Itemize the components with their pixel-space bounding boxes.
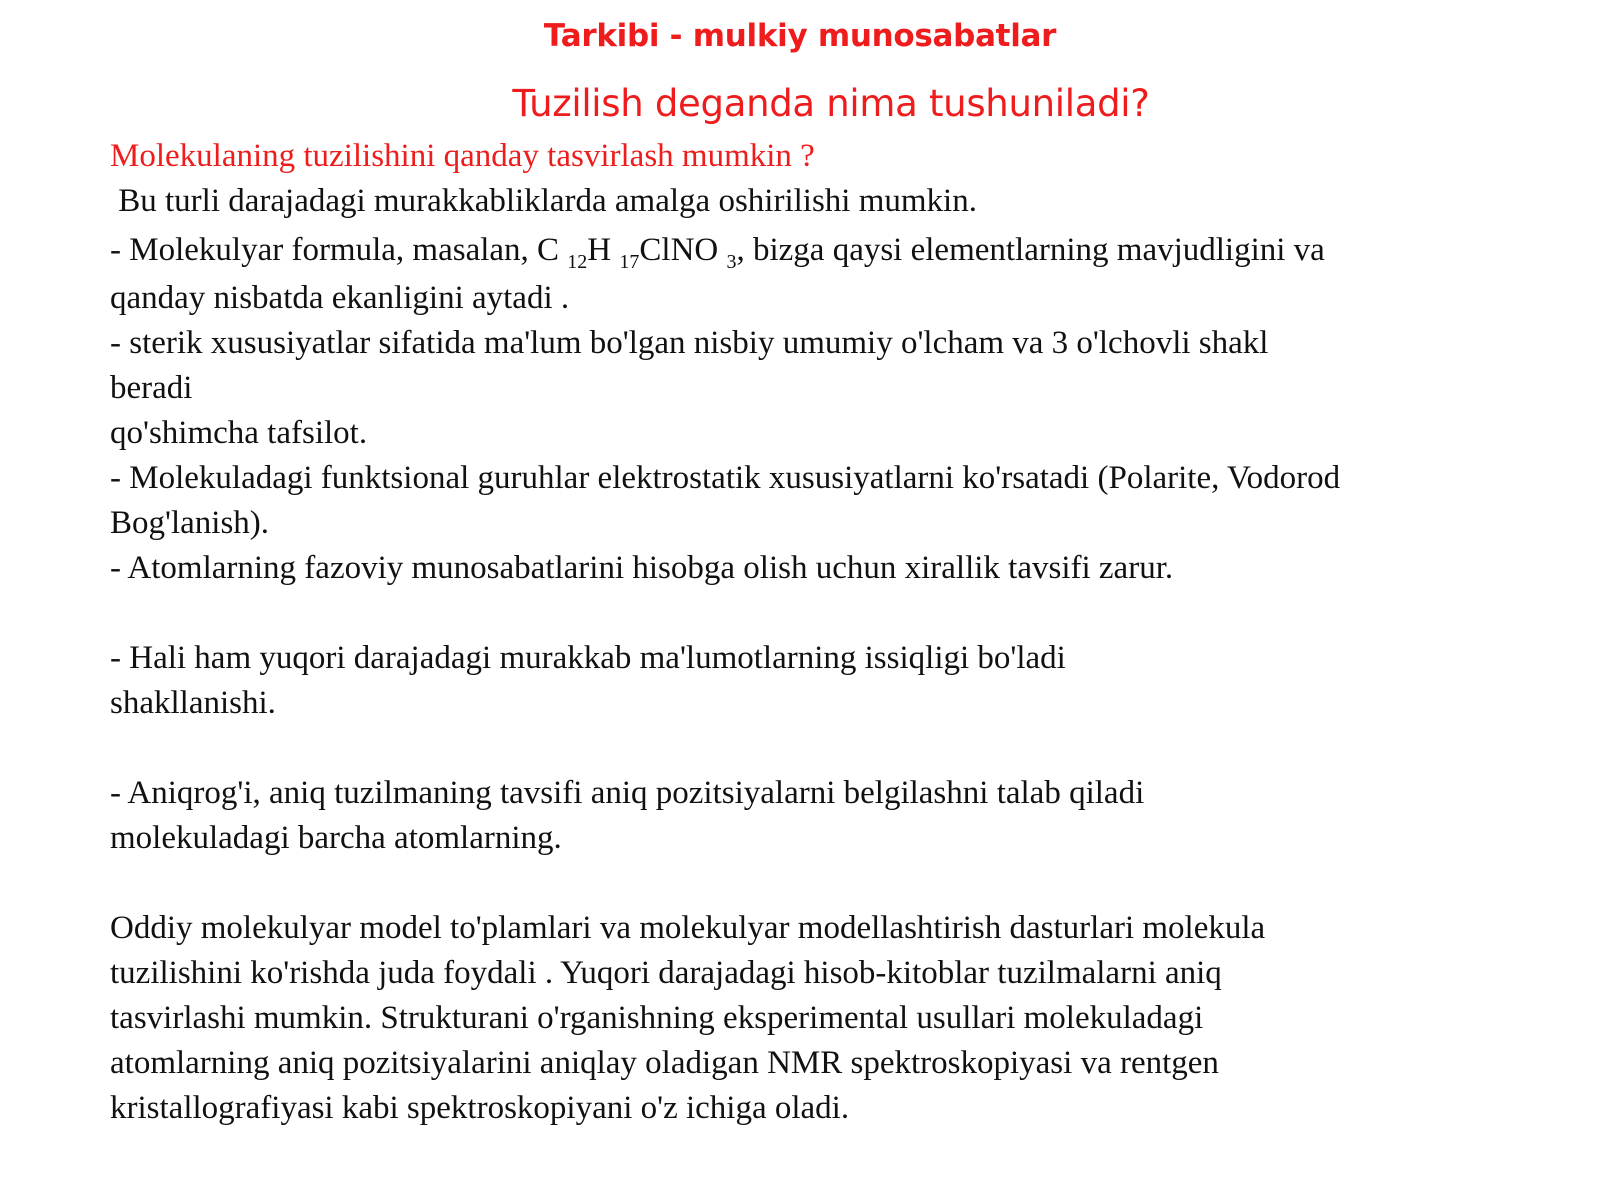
paragraph-line-1: Oddiy molekulyar model to'plamlari va molekulyar modellashtirish dasturlari molekula <box>110 910 1266 946</box>
steric-line-2: beradi <box>110 370 193 406</box>
steric-line-3: qo'shimcha tafsilot. <box>110 415 368 451</box>
spacer <box>110 726 1530 771</box>
oxygen-subscript: 3 <box>726 251 737 273</box>
carbon-subscript: 12 <box>567 251 588 273</box>
paragraph-line-5: kristallografiyasi kabi spektroskopiyani o'z ichiga oladi. <box>110 1090 850 1126</box>
steric-line-1: - sterik xususiyatlar sifatida ma'lum bo'lgan nisbiy umumiy o'lcham va 3 o'lchovli shakl <box>110 325 1269 361</box>
precise-line-2: molekuladagi barcha atomlarning. <box>110 820 562 856</box>
slide-title: Tarkibi - mulkiy munosabatlar <box>543 18 1057 54</box>
chirality-line: - Atomlarning fazoviy munosabatlarini hisobga olish uchun xirallik tavsifi zarur. <box>110 550 1174 586</box>
formula-line-2: qanday nisbatda ekanligini aytadi . <box>110 280 570 316</box>
hydrogen-subscript: 17 <box>619 251 640 273</box>
formula-prefix: - Molekulyar formula, masalan, C <box>110 232 568 268</box>
formula-hydrogen: H <box>587 232 620 268</box>
formula-line <box>110 224 1530 276</box>
formula-rest: ClNO <box>639 232 727 268</box>
functional-line-2: Bog'lanish). <box>110 505 270 541</box>
slide-subtitle: Tuzilish deganda nima tushuniladi? <box>512 82 1150 125</box>
question-text: Molekulaning tuzilishini qanday tasvirlash mumkin ? <box>110 138 815 174</box>
intro-text: Bu turli darajadagi murakkabliklarda amalga oshirilishi mumkin. <box>110 183 977 219</box>
higher-line-2: shakllanishi. <box>110 685 276 721</box>
paragraph-line-4: atomlarning aniq pozitsiyalarini aniqlay oladigan NMR spektroskopiyasi va rentgen <box>110 1045 1219 1081</box>
spacer <box>110 861 1530 906</box>
functional-line-1: - Molekuladagi funktsional guruhlar elektrostatik xususiyatlarni ko'rsatadi (Polarite, Vodorod <box>110 460 1341 496</box>
spacer <box>110 591 1530 636</box>
higher-line-1: - Hali ham yuqori darajadagi murakkab ma'lumotlarning issiqligi bo'ladi <box>110 640 1066 676</box>
precise-line-1: - Aniqrog'i, aniq tuzilmaning tavsifi aniq pozitsiyalarni belgilashni talab qiladi <box>110 775 1145 811</box>
paragraph-line-3: tasvirlashi mumkin. Strukturani o'rganishning eksperimental usullari molekuladagi <box>110 1000 1204 1036</box>
formula-suffix: , bizga qaysi elementlarning mavjudligini va <box>736 232 1325 268</box>
paragraph-line-2: tuzilishini ko'rishda juda foydali . Yuqori darajadagi hisob-kitoblar tuzilmalarni aniq <box>110 955 1222 991</box>
slide-body <box>110 134 1530 1131</box>
